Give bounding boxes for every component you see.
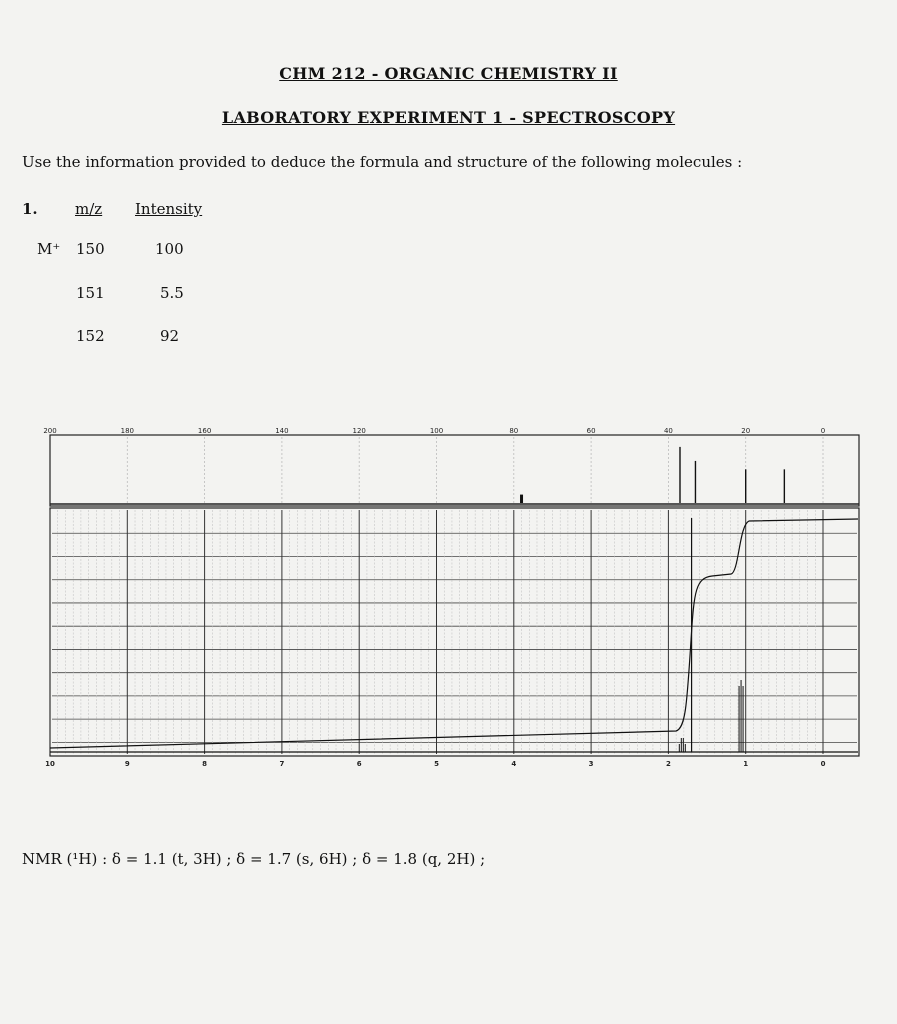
mz-header: m/z <box>75 200 103 218</box>
question-number: 1. <box>22 200 38 218</box>
mz-value: 151 <box>76 284 105 302</box>
h1-tick-label: 3 <box>588 760 594 768</box>
c13-tick-label: 200 <box>43 427 57 435</box>
experiment-title: LABORATORY EXPERIMENT 1 - SPECTROSCOPY <box>221 108 676 127</box>
c13-tick-label: 40 <box>663 427 673 435</box>
c13-tick-label: 60 <box>586 427 596 435</box>
intensity-value: 100 <box>155 240 184 258</box>
c13-tick-label: 100 <box>429 427 444 435</box>
instructions: Use the information provided to deduce the formula and structure of the following molecules : <box>22 153 743 171</box>
intensity-header: Intensity <box>135 200 203 218</box>
c13-tick-label: 80 <box>509 427 519 435</box>
h1-tick-label: 4 <box>511 760 517 768</box>
mz-value: 150 <box>76 240 105 258</box>
molecular-ion-label: M⁺ <box>37 240 61 258</box>
h1-tick-label: 10 <box>45 760 55 768</box>
h1-integral-curve <box>50 519 858 748</box>
c13-panel-frame <box>50 435 859 506</box>
c13-tick-label: 160 <box>197 427 212 435</box>
c13-tick-label: 120 <box>352 427 366 435</box>
h1-tick-label: 6 <box>356 760 362 768</box>
c13-tick-label: 20 <box>741 427 751 435</box>
course-title: CHM 212 - ORGANIC CHEMISTRY II <box>279 64 618 83</box>
c13-tick-label: 140 <box>275 427 289 435</box>
h1-tick-label: 2 <box>665 760 671 768</box>
mz-value: 152 <box>76 327 105 345</box>
nmr-data-text: NMR (¹H) : δ = 1.1 (t, 3H) ; δ = 1.7 (s, 6H) ; δ = 1.8 (q, 2H) ; <box>22 850 486 868</box>
h1-tick-label: 9 <box>124 760 130 768</box>
h1-tick-label: 1 <box>743 760 749 768</box>
c13-tick-label: 0 <box>820 427 826 435</box>
h1-tick-label: 0 <box>820 760 826 768</box>
h1-tick-label: 5 <box>434 760 439 768</box>
intensity-value: 92 <box>160 327 180 345</box>
intensity-value: 5.5 <box>160 284 184 302</box>
h1-tick-label: 7 <box>279 760 285 768</box>
c13-tick-label: 180 <box>120 427 134 435</box>
h1-tick-label: 8 <box>202 760 208 768</box>
